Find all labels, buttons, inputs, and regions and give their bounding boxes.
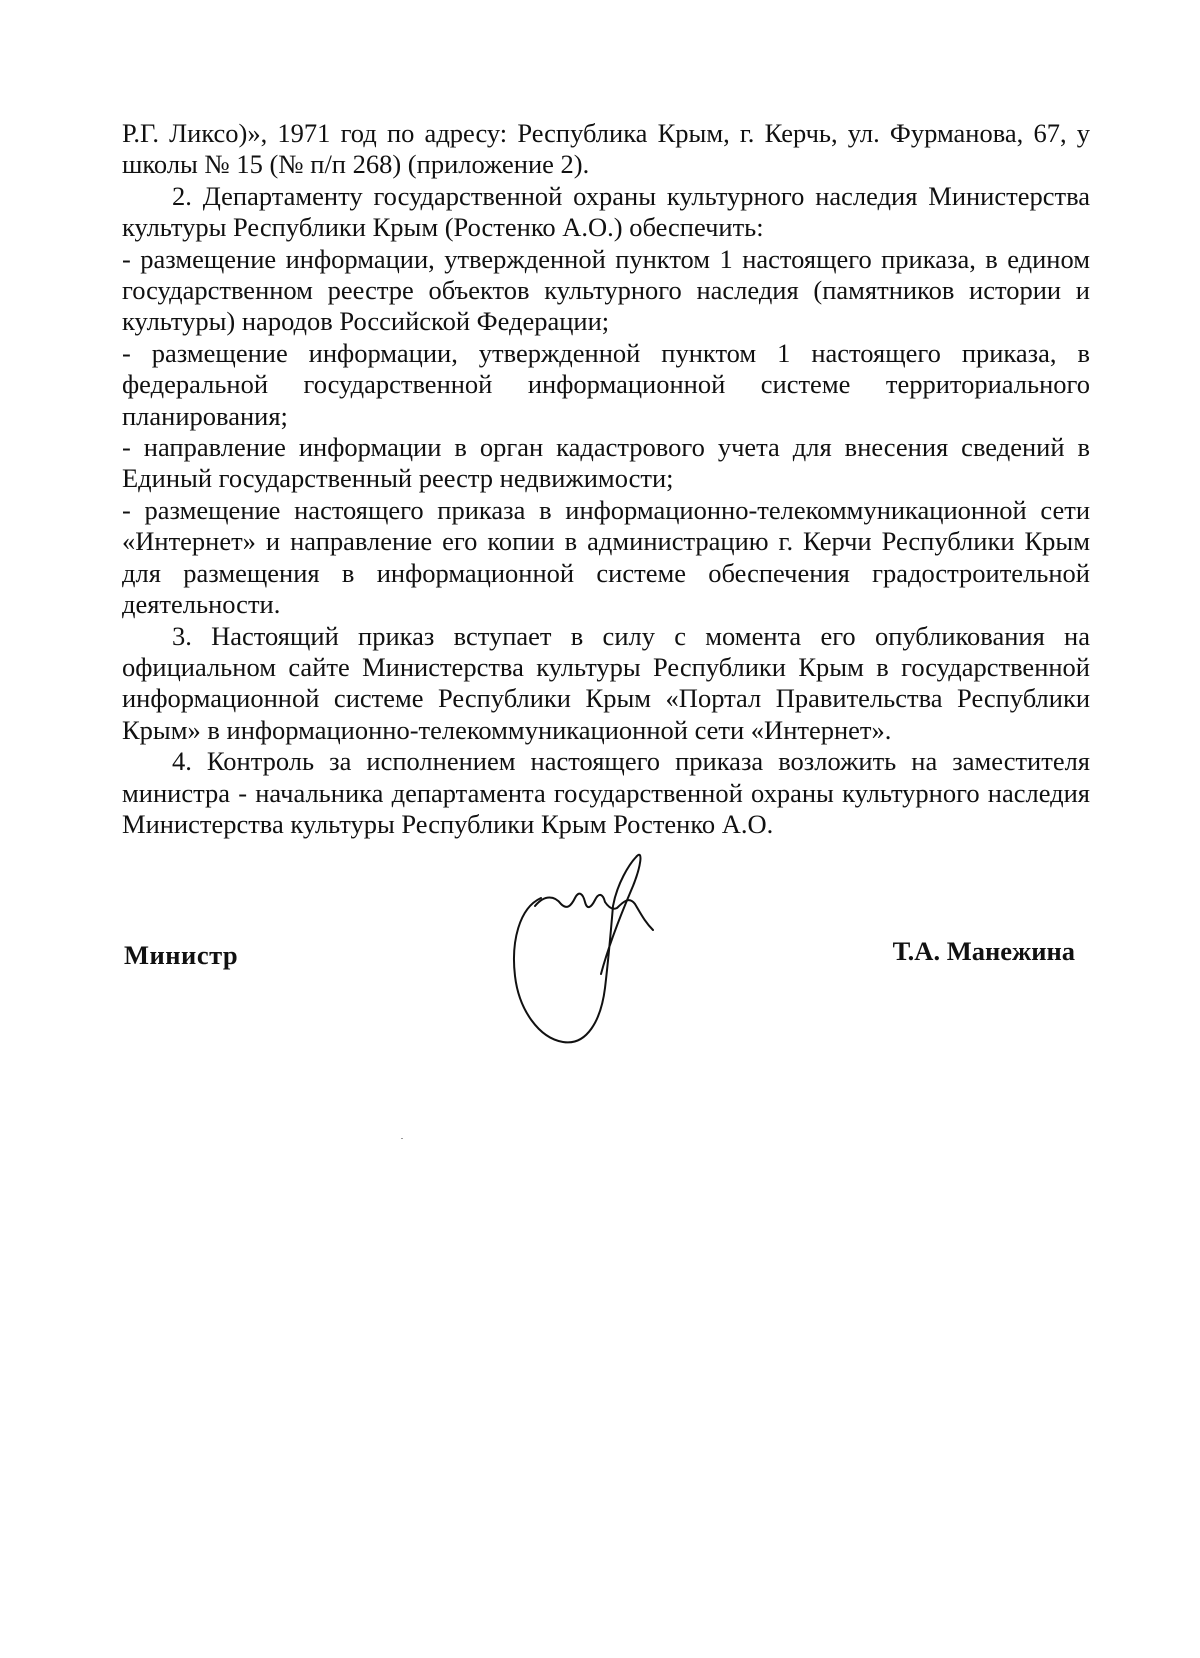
paragraph-address-continuation: Р.Г. Ликсо)», 1971 год по адресу: Республика Крым, г. Керчь, ул. Фурманова, 67, у школы № 15 (№ п/п 268) (приложение 2). [122, 118, 1090, 180]
paragraph-bullet-internet-publication: - размещение настоящего приказа в информационно-телекоммуникационной сети «Интернет» и направление его копии в администрацию г. Керчи Республики Крым для размещения в информационной системе обеспечения градостроительной деятельности. [122, 494, 1090, 620]
signatory-name: Т.А. Манежина [892, 936, 1075, 966]
scan-speck [401, 1138, 403, 1139]
paragraph-item-4: 4. Контроль за исполнением настоящего приказа возложить на заместителя министра - начальника департамента государственной охраны культурного наследия Министерства культуры Республики Крым Ростенко А.О. [122, 746, 1090, 839]
paragraph-item-3: 3. Настоящий приказ вступает в силу с момента его опубликования на официальном сайте Министерства культуры Республики Крым в государственной информационной системе Республики Крым «Портал Правительства Республики Крым» в информационно-телекоммуникационной сети «Интернет». [122, 620, 1090, 745]
paragraph-item-2: 2. Департаменту государственной охраны культурного наследия Министерства культуры Республики Крым (Ростенко А.О.) обеспечить: [122, 180, 1090, 243]
paragraph-bullet-cadastre: - направление информации в орган кадастрового учета для внесения сведений в Единый государственный реестр недвижимости; [122, 432, 1090, 494]
signature-row [122, 936, 1090, 980]
document-body [122, 118, 1090, 840]
paragraph-bullet-register: - размещение информации, утвержденной пунктом 1 настоящего приказа, в едином государственном реестре объектов культурного наследия (памятников истории и культуры) народов Российской Федерации; [122, 243, 1090, 337]
signatory-title: Министр [124, 940, 239, 970]
paragraph-bullet-planning-system: - размещение информации, утвержденной пунктом 1 настоящего приказа, в федеральной государственной информационной системе территориального планирования; [122, 337, 1090, 431]
